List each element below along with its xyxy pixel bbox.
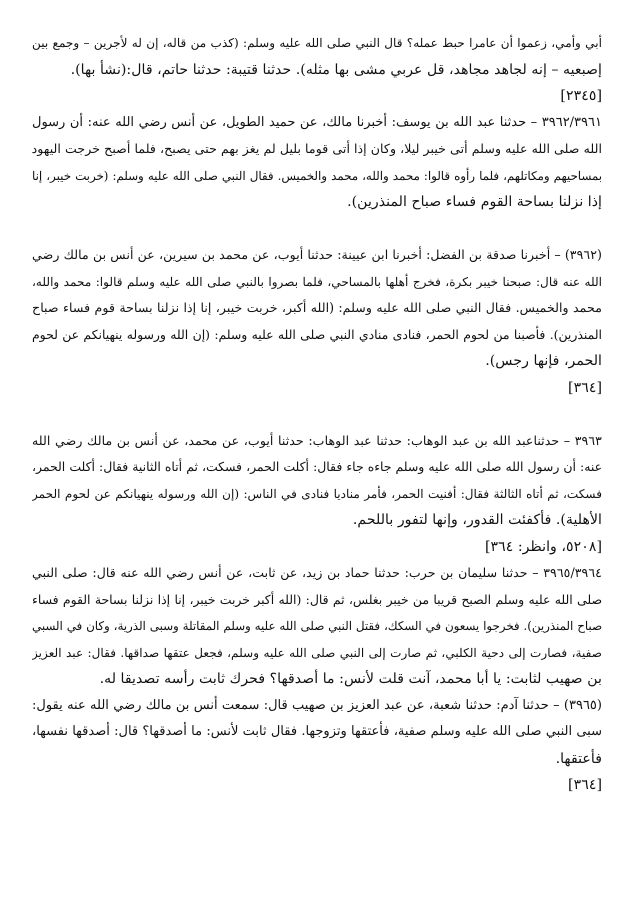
text-line: سبى النبي صلى الله عليه وسلم صفية، فأعتقها وتزوجها. فقال ثابت لأنس: ما أصدقها؟ قال: أصدقها نفسها، (32, 724, 602, 739)
text-line: إذا نزلنا بساحة القوم فساء صباح المنذرين). (347, 194, 602, 210)
text-line: عنه: أن رسول الله صلى الله عليه وسلم جاءه جاء فقال: أكلت الحمر، فسكت، ثم أتاه الثانية فقال: أكلت الحمر، (32, 459, 602, 474)
reference-marker: [٣٦٤] (568, 379, 602, 396)
text-line: المنذرين). فأصبنا من لحوم الحمر، فنادى منادي النبي صلى الله عليه وسلم: (إن الله ورسوله ينهيانكم عن لحوم (32, 326, 602, 342)
text-line: صفية، فصارت إلى دحية الكلبي، ثم صارت إلى النبي صلى الله عليه وسلم، فجعل عتقها صداقها. فقال: عبد العزيز (32, 645, 602, 660)
text-line: فسكت، ثم أتاه الثالثة فقال: أفنيت الحمر، فأمر مناديا فنادى في الناس: (إن الله ورسوله ينهيانكم عن لحوم الحمر (32, 486, 602, 501)
reference-marker: [٣٦٤] (568, 777, 602, 793)
text-line: الحمر، فإنها رجس). (485, 353, 602, 369)
text-line: فأعتقها. (555, 750, 602, 767)
text-line: إصبعيه – إنه لجاهد مجاهد، قل عربي مشى بها مثله). حدثنا قتيبة: حدثنا حاتم، قال:(نشأ بها). (70, 61, 602, 78)
hadith-heading-line: ٣٩٦٢/٣٩٦١ – حدثنا عبد الله بن يوسف: أخبرنا مالك، عن حميد الطويل، عن أنس رضي الله عنه: أن رسول (32, 114, 602, 130)
text-line: الله عنه قال: صبحنا خيبر بكرة، فخرج أهلها بالمساحي، فلما بصروا بالنبي صلى الله عليه وسلم قالوا: محمد والله، (32, 274, 602, 289)
text-line: بن صهيب لثابت: يا أبا محمد، آنت قلت لأنس: ما أصدقها؟ فحرك ثابت رأسه تصديقا له. (99, 671, 602, 687)
hadith-heading-line: ٣٩٦٥/٣٩٦٤ – حدثنا سليمان بن حرب: حدثنا حماد بن زيد، عن ثابت، عن أنس رضي الله عنه قال: صلى النبي (32, 565, 602, 580)
paragraph-gap (32, 401, 602, 428)
text-line: الله صلى الله عليه وسلم أتى خيبر ليلا، وكان إذا أتى قوما بليل لم يغز بهم حتى يصبح، فلما أصبح خرجت اليهود (32, 141, 602, 156)
text-line: صباح المنذرين). فخرجوا يسعون في السكك، فقتل النبي صلى الله عليه وسلم المقاتلة وسبى الذرية، وكان في السبي (32, 619, 602, 633)
reference-marker: [٥٢٠٨، وانظر: ٣٦٤] (484, 538, 602, 555)
text-line: محمد والخميس. فقال النبي صلى الله عليه وسلم: (الله أكبر، خربت خيبر، إنا إذا نزلنا بساحة قوم فساء صباح (32, 300, 602, 315)
hadith-heading-line: ٣٩٦٣ – حدثناعبد الله بن عبد الوهاب: حدثنا عبد الوهاب: حدثنا أيوب، عن محمد، عن أنس بن مالك رضي الله (32, 432, 602, 448)
text-line: بمساحيهم ومكاتلهم، فلما رأوه قالوا: محمد والله، محمد والخميس. فقال النبي صلى الله عليه وسلم: (خربت خيبر، إنا (32, 168, 602, 183)
text-line: الأهلية). فأكفئت القدور، وإنها لتفور باللحم. (352, 512, 602, 528)
text-line: صلى الله عليه وسلم الصبح قريبا من خيبر بغلس، ثم قال: (الله أكبر خربت خيبر، إنا إذا نزلنا بساحة القوم فساء (32, 591, 602, 607)
paragraph-gap (32, 216, 602, 243)
reference-marker: [٢٣٤٥] (560, 88, 602, 104)
hadith-heading-line: (٣٩٦٢) – أخبرنا صدقة بن الفضل: أخبرنا ابن عيينة: حدثنا أيوب، عن محمد بن سيرين، عن أنس بن مالك رضي (32, 247, 602, 262)
text-line: أبي وأمي، زعموا أن عامرا حبط عمله؟ قال النبي صلى الله عليه وسلم: (كذب من قاله، إن له لأجرين – وجمع بين (32, 36, 602, 50)
hadith-heading-line: (٣٩٦٥) – حدثنا آدم: حدثنا شعبة، عن عبد العزيز بن صهيب قال: سمعت أنس بن مالك رضي الله عنه يقول: (32, 697, 602, 713)
